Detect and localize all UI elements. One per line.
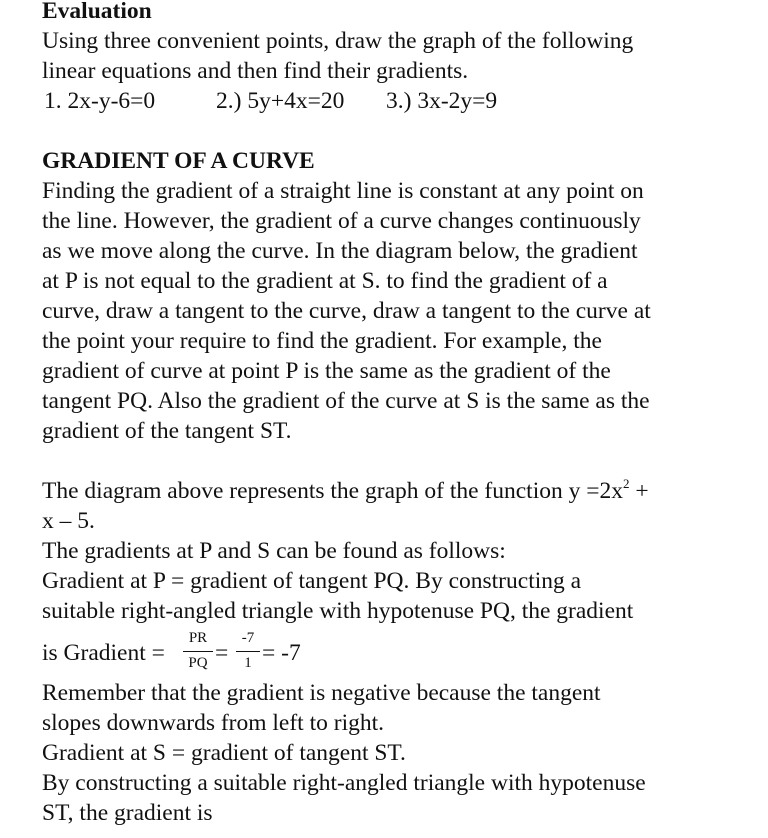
paragraph-line: the point your require to find the gradient. For example, the — [42, 328, 602, 354]
paragraph-line: gradient of the tangent ST. — [42, 418, 292, 444]
fraction-numerator: -7 — [241, 630, 255, 646]
paragraph-line: the line. However, the gradient of a curve changes continuously — [42, 208, 641, 234]
body-line: Gradient at P = gradient of tangent PQ. By constructing a — [42, 568, 582, 594]
exponent: 2 — [622, 476, 630, 491]
function-plus: + — [629, 478, 649, 504]
function-text: The diagram above represents the graph of the function y =2x — [42, 478, 623, 504]
function-line-2: x – 5. — [42, 508, 95, 534]
body-line: Gradient at S = gradient of tangent ST. — [42, 740, 406, 766]
paragraph-line: curve, draw a tangent to the curve, draw a tangent to the curve at — [42, 298, 651, 324]
evaluation-line-2: linear equations and then find their gradients. — [42, 58, 469, 84]
body-line: The gradients at P and S can be found as follows: — [42, 538, 506, 564]
exercise-1: 1. 2x-y-6=0 — [44, 88, 156, 114]
equation-result: = -7 — [262, 640, 301, 666]
paragraph-line: tangent PQ. Also the gradient of the curve at S is the same as the — [42, 388, 650, 414]
evaluation-heading: Evaluation — [42, 0, 152, 24]
paragraph-line: Finding the gradient of a straight line is constant at any point on — [42, 178, 644, 204]
paragraph-line: gradient of curve at point P is the same as the gradient of the — [42, 358, 611, 384]
evaluation-line-1: Using three convenient points, draw the graph of the following — [42, 28, 634, 54]
fraction-denominator: PQ — [188, 655, 208, 671]
equals-sign: = — [215, 640, 229, 666]
fraction-bar — [236, 651, 260, 652]
gradient-heading: GRADIENT OF A CURVE — [42, 148, 315, 174]
body-line: By constructing a suitable right-angled triangle with hypotenuse — [42, 770, 646, 796]
paragraph-line: as we move along the curve. In the diagram below, the gradient — [42, 238, 638, 264]
body-line: Remember that the gradient is negative because the tangent — [42, 680, 601, 706]
exercise-2: 2.) 5y+4x=20 — [216, 88, 345, 114]
fraction-numerator: PR — [188, 630, 208, 646]
equation-lead: is Gradient = — [42, 640, 165, 666]
function-line-1 — [42, 476, 649, 509]
body-line: ST, the gradient is — [42, 800, 213, 826]
body-line: slopes downwards from left to right. — [42, 710, 385, 736]
paragraph-line: at P is not equal to the gradient at S. to find the gradient of a — [42, 268, 608, 294]
exercise-3: 3.) 3x-2y=9 — [386, 88, 498, 114]
fraction-bar — [183, 651, 213, 652]
body-line: suitable right-angled triangle with hypotenuse PQ, the gradient — [42, 598, 634, 624]
fraction-denominator: 1 — [244, 655, 252, 671]
